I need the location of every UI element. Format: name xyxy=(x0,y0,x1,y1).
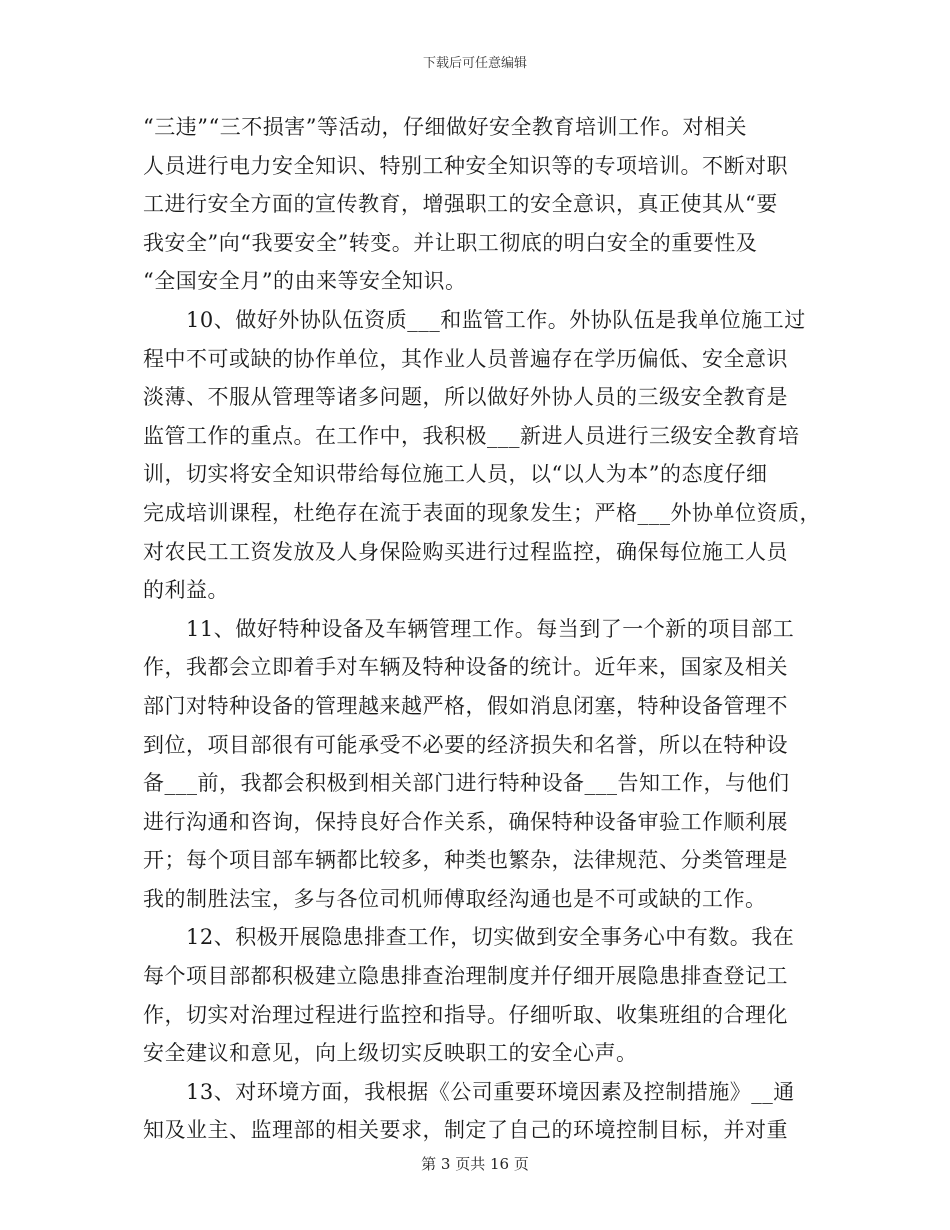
text-line: 完成培训课程，杜绝存在流于表面的现象发生；严格___外协单位资质， xyxy=(143,500,821,525)
text-line: 淡薄、不服从管理等诸多问题，所以做好外协人员的三级安全教育是 xyxy=(143,385,788,410)
text-line: “全国安全月”的由来等安全知识。 xyxy=(143,269,467,294)
text-line: 到位，项目部很有可能承受不必要的经济损失和名誉，所以在特种设 xyxy=(143,732,788,757)
text-line: 11、做好特种设备及车辆管理工作。每当到了一个新的项目部工 xyxy=(143,616,795,641)
text-line: 作，我都会立即着手对车辆及特种设备的统计。近年来，国家及相关 xyxy=(143,655,788,680)
text-line: 训，切实将安全知识带给每位施工人员，以“以人为本”的态度仔细 xyxy=(143,462,768,487)
document-body xyxy=(143,108,823,1150)
text-line: 开；每个项目部车辆都比较多，种类也繁杂，法律规范、分类管理是 xyxy=(143,848,788,873)
text-line: 对农民工工资发放及人身保险购买进行过程监控，确保每位施工人员 xyxy=(143,539,788,564)
text-line: 我安全”向“我要安全”转变。并让职工彻底的明白安全的重要性及 xyxy=(143,230,758,255)
text-line: 安全建议和意见，向上级切实反映职工的安全心声。 xyxy=(143,1041,638,1066)
text-line: 程中不可或缺的协作单位，其作业人员普遍存在学历偏低、安全意识 xyxy=(143,346,788,371)
text-line: 备___前，我都会积极到相关部门进行特种设备___告知工作，与他们 xyxy=(143,771,790,796)
text-line: 进行沟通和咨询，保持良好合作关系，确保特种设备审验工作顺利展 xyxy=(143,809,788,834)
text-line: 每个项目部都积极建立隐患排查治理制度并仔细开展隐患排查登记工 xyxy=(143,964,788,989)
text-line: 工进行安全方面的宣传教育，增强职工的安全意识，真正使其从“要 xyxy=(143,192,778,217)
text-line: 作，切实对治理过程进行监控和指导。仔细听取、收集班组的合理化 xyxy=(143,1002,788,1027)
text-line: 部门对特种设备的管理越来越严格，假如消息闭塞，特种设备管理不 xyxy=(143,693,788,718)
page-number: 第 3 页共 16 页 xyxy=(421,1155,529,1173)
text-line: 的利益。 xyxy=(143,578,229,603)
text-line: 知及业主、监理部的相关要求，制定了自己的环境控制目标，并对重 xyxy=(143,1118,788,1143)
text-line: 12、积极开展隐患排查工作，切实做到安全事务心中有数。我在 xyxy=(143,925,795,950)
text-line: 人员进行电力安全知识、特别工种安全知识等的专项培训。不断对职 xyxy=(143,153,788,178)
text-line: 我的制胜法宝，多与各位司机师傅取经沟通也是不可或缺的工作。 xyxy=(143,886,767,911)
page-header: 下载后可任意编辑 xyxy=(422,56,527,71)
text-line: 10、做好外协队伍资质___和监管工作。外协队伍是我单位施工过 xyxy=(143,307,806,332)
text-line: 监管工作的重点。在工作中，我积极___新进人员进行三级安全教育培 xyxy=(143,423,800,448)
text-line: 13、对环境方面，我根据《公司重要环境因素及控制措施》__通 xyxy=(143,1079,795,1104)
text-line: “三违”“三不损害”等活动，仔细做好安全教育培训工作。对相关 xyxy=(143,115,747,139)
